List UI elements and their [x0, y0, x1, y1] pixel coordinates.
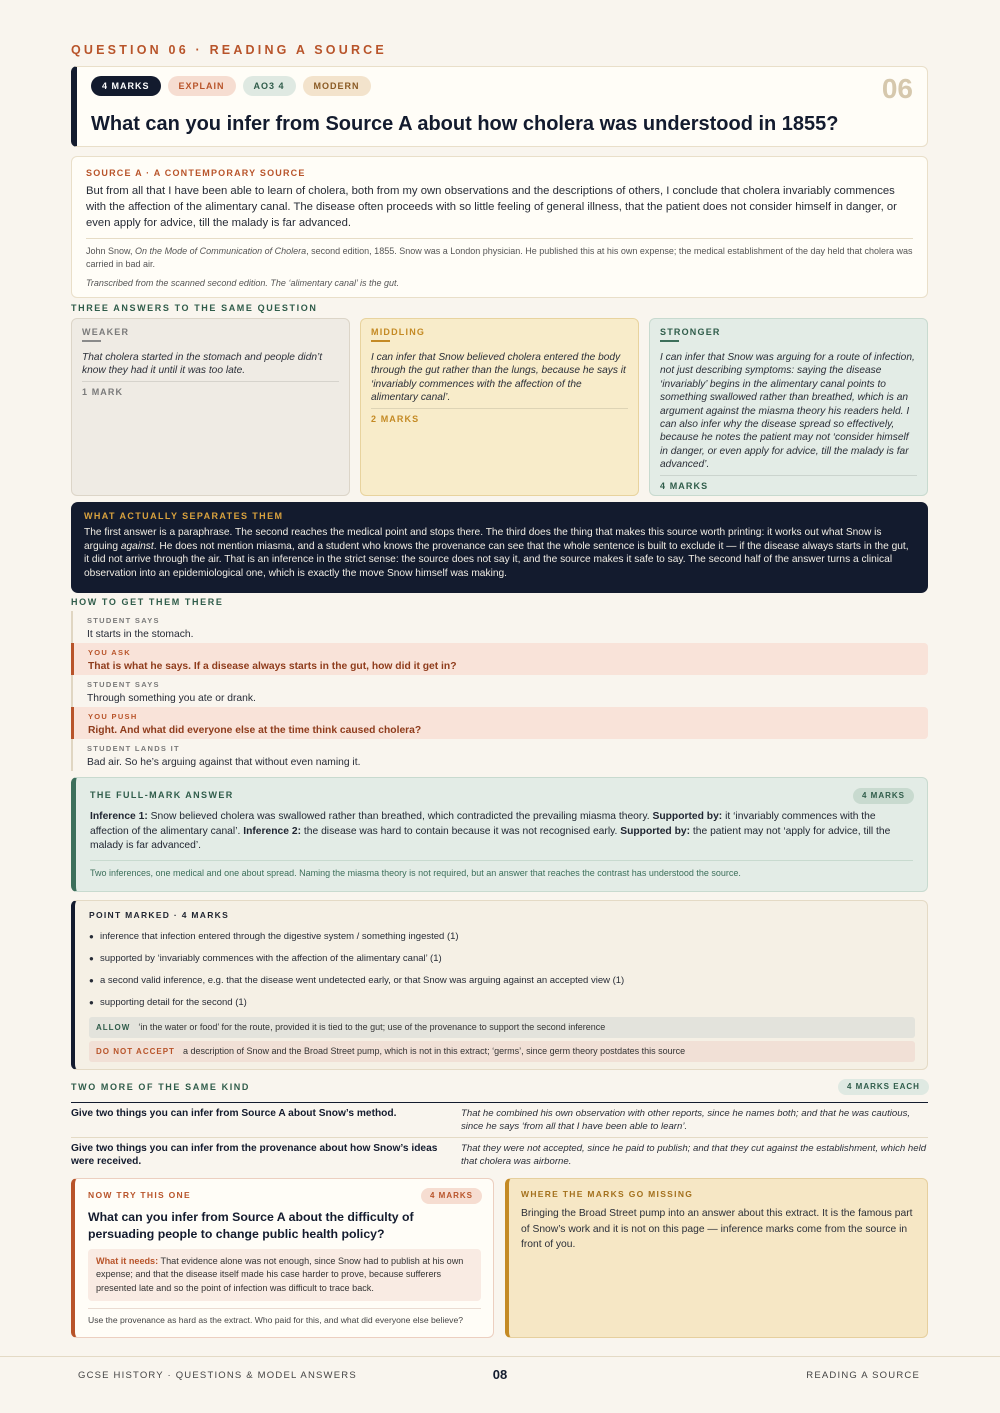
answer-marks: 4 MARKS [660, 480, 709, 491]
mark-point: ● a second valid inference, e.g. that the disease went undetected early, or that Snow was arguing against an accepted view (1) [89, 970, 915, 992]
try-this-card [71, 1178, 494, 1338]
support-1: it ‘invariably commences with the affection of the alimentary canal’. [90, 811, 876, 837]
dialogue-student [71, 739, 928, 771]
divider [86, 238, 913, 239]
practice-question: Give two things you can infer from the provenance about how Snow’s ideas were received. [71, 1143, 438, 1167]
marks-badge: 4 MARKS [853, 788, 914, 804]
source-extract: But from all that I have been able to learn of cholera, both from my own observations and the descriptions of others, I conclude that cholera invariably commences with the affection of the alimentary canal. The disease often proceeds with so little feeling of general illness, that the patient does not consider himself in danger, or even apply for advice, till the malady is far advanced. [86, 185, 897, 229]
marks-badge: 4 MARKS [421, 1188, 482, 1204]
question-card [71, 66, 928, 147]
page-kicker: QUESTION 06 · READING A SOURCE [71, 43, 387, 57]
allow-text: ‘in the water or food’ for the route, provided it is tied to the gut; use of the provenance to support the second inference [138, 1022, 606, 1032]
answer-stronger [649, 318, 928, 496]
divider [660, 475, 917, 476]
mark-scheme-label: POINT MARKED · 4 MARKS [89, 910, 230, 920]
answer-marks: 2 MARKS [371, 413, 420, 424]
mark-point: ● inference that infection entered through the digestive system / something ingested (1) [89, 926, 915, 948]
source-attribution [86, 245, 913, 270]
page-footer [0, 1356, 1000, 1413]
reject-strip [89, 1041, 915, 1062]
page-number: 08 [492, 1367, 508, 1382]
divider [71, 1137, 928, 1138]
try-hint: Use the provenance as hard as the extract. Who paid for this, and what did everyone else believe? [88, 1314, 464, 1325]
inference-2: the disease was hard to contain because it was not recognised early. [301, 825, 621, 837]
attribution-author: John Snow, [86, 246, 136, 256]
divider [71, 1102, 928, 1103]
answer-weaker [71, 318, 350, 496]
separates-emphasis: against [120, 540, 154, 552]
source-label: SOURCE A · A CONTEMPORARY SOURCE [86, 168, 306, 178]
question-number: 06 [881, 73, 913, 104]
attribution-title: On the Mode of Communication of Cholera [135, 246, 307, 256]
divider [90, 860, 913, 861]
marks-tag: 4 MARKS [91, 76, 161, 96]
objective-tag: AO3 4 [243, 76, 296, 96]
reject-text: a description of Snow and the Broad Street pump, which is not in this extract; ‘germs’, since germ theory postdates this source [182, 1046, 686, 1056]
separates-panel [71, 502, 928, 593]
dialogue-line: Bad air. So he’s arguing against that without even naming it. [87, 757, 361, 768]
dialogue-student [71, 611, 928, 643]
full-mark-answer [71, 777, 928, 892]
practice-row [71, 1107, 928, 1137]
speaker-label: STUDENT SAYS [87, 680, 160, 689]
inference-1: Snow believed cholera was swallowed rather than breathed, which contradicted the prevailing miasma theory. [147, 811, 653, 822]
period-tag: MODERN [303, 76, 371, 96]
practice-answer: That he combined his own observation with other reports, since he names both; and that he was cautious, since he says ‘from all that I have been able to learn’. [461, 1108, 911, 1132]
mark-point: ● supported by ‘invariably commences with the affection of the alimentary canal’ (1) [89, 948, 915, 970]
what-it-needs [88, 1249, 481, 1301]
answer-marks: 1 MARK [82, 386, 124, 397]
missing-text: Bringing the Broad Street pump into an answer about this extract. It is the famous part of Snow’s work and it is not on this page — inference marks come from the source in front of you. [521, 1208, 913, 1250]
separates-label: WHAT ACTUALLY SEPARATES THEM [84, 511, 284, 521]
inference-1-label: Inference 1: [90, 811, 148, 822]
label-underline [660, 340, 679, 342]
separates-text-a: The first answer is a paraphrase. The second reaches the medical point and stops there. The third does the thing that makes this source worth printing: it works out what Snow is arguing [84, 527, 882, 552]
question-tags [91, 76, 371, 96]
mark-point: ● supporting detail for the second (1) [89, 992, 915, 1014]
dialogue-teacher [71, 643, 928, 675]
separates-text [84, 526, 915, 580]
dialogue-teacher [71, 707, 928, 739]
allow-strip [89, 1017, 915, 1038]
separates-text-b: . He does not mention miasma, and a student who knows the provenance can see that the whole sentence is built to exclude it — if the disease always starts in the gut, it did not arrive through the air. That is an inference in the strict sense: the source does not say it, and the source makes it safe to say. The second half of the answer turns a clinical observation into an epidemiological one, which is exactly the move Snow himself was making. [84, 540, 909, 579]
transcription-note: Transcribed from the scanned second edition. The ‘alimentary canal’ is the gut. [86, 278, 400, 288]
answers-heading: THREE ANSWERS TO THE SAME QUESTION [71, 303, 318, 313]
mark-scheme [71, 900, 928, 1070]
support-2-label: Supported by: [620, 825, 691, 837]
inference-2-label: Inference 2: [243, 825, 302, 837]
full-mark-text [90, 810, 913, 854]
marks-each-badge: 4 MARKS EACH [838, 1079, 929, 1095]
command-tag: EXPLAIN [168, 76, 236, 96]
answer-text: I can infer that Snow was arguing for a route of infection, not just describing symptoms: saying the disease ‘invariably’ begins in the alimentary canal points to something swallowed rather than breathed, which is an argument against the miasma theory his readers held. I can also infer why the disease spread so effectively, because he notes the patient may not ‘consider himself in danger, or even apply for advice, till the malady is far advanced’. [660, 352, 915, 471]
label-underline [82, 340, 101, 342]
divider [88, 1308, 481, 1309]
footer-book-title: GCSE HISTORY · QUESTIONS & MODEL ANSWERS [78, 1370, 357, 1381]
full-mark-note: Two inferences, one medical and one about spread. Naming the miasma theory is not required, but an answer that reaches the contrast has understood the source. [90, 867, 741, 878]
mark-points [89, 926, 915, 1014]
answer-label: MIDDLING [371, 327, 426, 337]
dialogue-heading: HOW TO GET THEM THERE [71, 597, 224, 607]
question-text: What can you infer from Source A about how cholera was understood in 1855? [91, 113, 839, 135]
needs-text: That evidence alone was not enough, since Snow had to publish at his own expense; and that the disease itself made his case harder to prove, because sufferers presented late and so the point of infection was difficult to trace back. [96, 1256, 464, 1293]
speaker-label: STUDENT LANDS IT [87, 744, 180, 753]
dialogue-line: That is what he says. If a disease always starts in the gut, how did it get in? [88, 661, 457, 672]
reject-label: DO NOT ACCEPT [96, 1047, 175, 1056]
answer-label: WEAKER [82, 327, 130, 337]
dialogue-student [71, 675, 928, 707]
answer-text: That cholera started in the stomach and people didn’t know they had it until it was too late. [82, 352, 323, 377]
divider [82, 381, 339, 382]
attribution-details: , second edition, 1855. Snow was a London physician. He published this at his own expense; the medical establishment of the day held that cholera was carried in bad air. [86, 246, 913, 269]
speaker-label: YOU PUSH [88, 712, 138, 721]
answer-middling [360, 318, 639, 496]
try-label: NOW TRY THIS ONE [88, 1190, 191, 1200]
support-1-label: Supported by: [652, 811, 723, 822]
label-underline [371, 340, 390, 342]
marks-missing-card [505, 1178, 928, 1338]
dialogue-line: It starts in the stomach. [87, 629, 194, 640]
practice-question: Give two things you can infer from Source A about Snow’s method. [71, 1108, 397, 1119]
source-a-card [71, 156, 928, 298]
speaker-label: YOU ASK [88, 648, 131, 657]
full-mark-label: THE FULL-MARK ANSWER [90, 790, 234, 800]
needs-label: What it needs: [96, 1256, 159, 1266]
speaker-label: STUDENT SAYS [87, 616, 160, 625]
answer-text: I can infer that Snow believed cholera entered the body through the gut rather than the lungs, because he says it ‘invariably commences with the affection of the alimentary canal’. [371, 352, 626, 404]
practice-row [71, 1142, 928, 1172]
answer-label: STRONGER [660, 327, 721, 337]
footer-section: READING A SOURCE [806, 1370, 920, 1381]
two-more-heading: TWO MORE OF THE SAME KIND [71, 1082, 250, 1092]
practice-answer: That they were not accepted, since he paid to publish; and that they cut against the establishment, which held that cholera was airborne. [461, 1143, 927, 1167]
support-2: the patient may not ‘apply for advice, till the malady is far advanced’. [90, 825, 891, 852]
allow-label: ALLOW [96, 1023, 131, 1032]
dialogue-line: Through something you ate or drank. [87, 693, 256, 704]
divider [371, 408, 628, 409]
try-question: What can you infer from Source A about the difficulty of persuading people to change public health policy? [88, 1210, 414, 1241]
dialogue-line: Right. And what did everyone else at the time think caused cholera? [88, 725, 422, 736]
missing-label: WHERE THE MARKS GO MISSING [521, 1189, 694, 1199]
